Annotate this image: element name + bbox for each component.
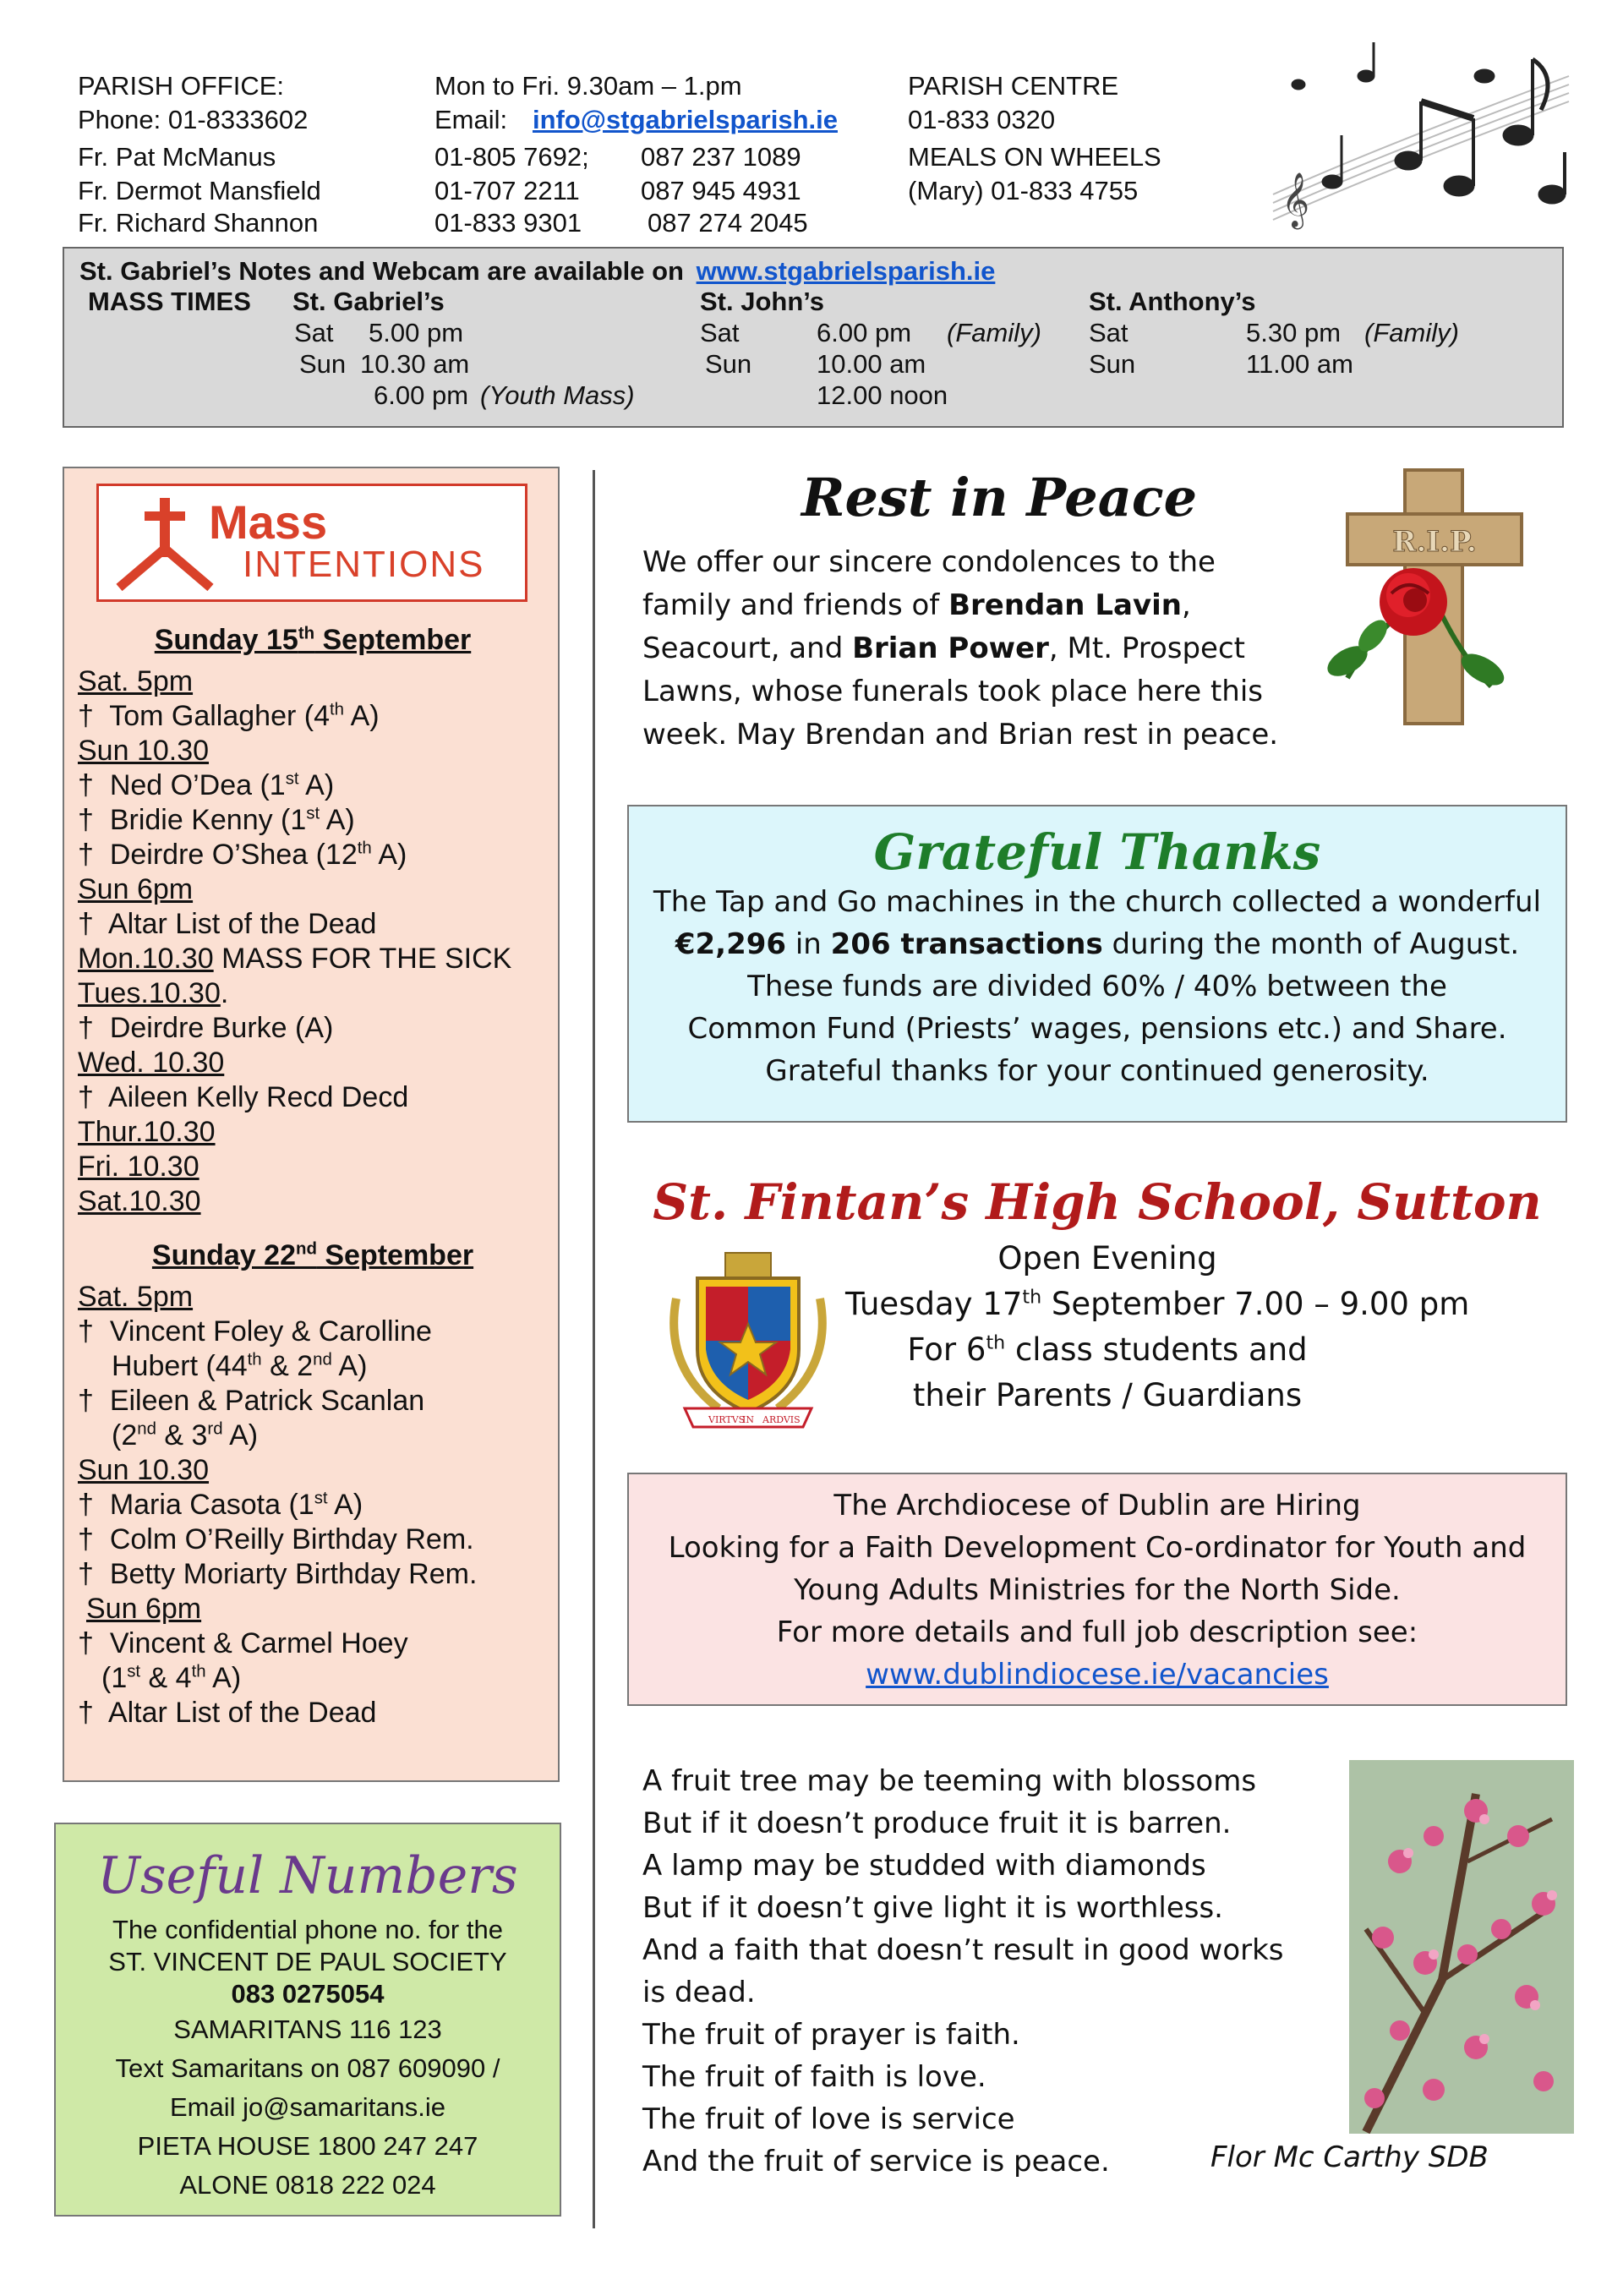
mass-note: (Family) <box>1364 318 1459 347</box>
school-title: St. Fintan’s High School, Sutton <box>653 1173 1542 1231</box>
hiring-line: The Archdiocese of Dublin are Hiring <box>833 1489 1361 1522</box>
mass-time: 6.00 pm <box>817 318 912 347</box>
sunday-heading: Sunday 15th September <box>154 624 472 656</box>
thanks-line: These funds are divided 60% / 40% between the <box>747 970 1447 1003</box>
church-name: St. Gabriel’s <box>292 287 445 316</box>
mass-slot: Sat. 5pm <box>78 665 194 697</box>
school-line: their Parents / Guardians <box>912 1377 1303 1413</box>
mass-slot: Thur.10.30 <box>78 1116 216 1148</box>
useful-line: 083 0275054 <box>231 1979 385 2009</box>
intention-item: † Eileen & Patrick Scanlan <box>78 1385 425 1417</box>
sunday-heading: Sunday 22nd September <box>151 1239 474 1271</box>
meals-on-wheels-label: MEALS ON WHEELS <box>908 142 1161 172</box>
svg-text:VIRTVS: VIRTVS <box>708 1414 746 1425</box>
useful-numbers-title: Useful Numbers <box>97 1846 518 1905</box>
useful-line: Text Samaritans on 087 609090 / <box>115 2053 500 2083</box>
mass-time: 6.00 pm <box>374 380 469 410</box>
poem-line: is dead. <box>642 1976 756 2009</box>
mass-day: Sun <box>299 349 347 379</box>
intention-item: † Vincent & Carmel Hoey <box>78 1627 408 1659</box>
useful-line: ALONE 0818 222 024 <box>179 2170 436 2200</box>
thanks-line: Grateful thanks for your continued generosity. <box>765 1054 1429 1088</box>
hiring-line: Young Adults Ministries for the North Side. <box>794 1573 1401 1607</box>
logo-mass-text: Mass <box>209 495 328 549</box>
mass-slot: Sun 6pm <box>86 1593 202 1625</box>
mass-slot: Fri. 10.30 <box>78 1151 199 1183</box>
meals-contact: (Mary) 01-833 4755 <box>908 176 1139 205</box>
notes-webcam-notice: St. Gabriel’s Notes and Webcam are available on <box>79 256 684 286</box>
grateful-thanks-panel <box>627 805 1567 1123</box>
mass-time: 11.00 am <box>1246 349 1353 379</box>
mass-day: Sun <box>1089 349 1136 379</box>
mass-day: Sat <box>1089 318 1128 347</box>
useful-line: The confidential phone no. for the <box>112 1915 503 1944</box>
useful-line: Email jo@samaritans.ie <box>169 2092 446 2122</box>
priest-name: Fr. Dermot Mansfield <box>78 176 321 205</box>
mass-slot: Tues.10.30. <box>78 977 229 1009</box>
svg-text:ARDVIS: ARDVIS <box>762 1414 801 1425</box>
svg-text:𝄞: 𝄞 <box>1281 172 1310 227</box>
thanks-line: The Tap and Go machines in the church collected a wonderful <box>653 885 1542 919</box>
intention-item: † Ned O’Dea (1st A) <box>78 769 335 801</box>
mass-intentions-panel <box>63 467 560 1782</box>
email-label: Email: <box>434 105 508 134</box>
centre-phone: 01-833 0320 <box>908 105 1056 134</box>
rip-cross-rose-image <box>1314 467 1550 729</box>
intention-item: † Maria Casota (1st A) <box>78 1489 363 1521</box>
poem-line: But if it doesn’t give light it is worthless. <box>642 1891 1223 1925</box>
email-link[interactable]: info@stgabrielsparish.ie <box>533 105 838 134</box>
mass-slot: Sat. 5pm <box>78 1281 194 1313</box>
logo-intentions-text: INTENTIONS <box>243 544 485 585</box>
intention-item: † Betty Moriarty Birthday Rem. <box>78 1558 478 1590</box>
intention-item: † Deirdre O’Shea (12th A) <box>78 839 407 871</box>
useful-line: ST. VINCENT DE PAUL SOCIETY <box>108 1947 507 1976</box>
intention-item: † Altar List of the Dead <box>78 1697 377 1729</box>
svg-text:R.I.P.: R.I.P. <box>1392 525 1477 559</box>
blossom-photo <box>1349 1760 1574 2134</box>
intention-item: Hubert (44th & 2nd A) <box>112 1350 368 1382</box>
hiring-line: Looking for a Faith Development Co-ordinator for Youth and <box>668 1531 1527 1565</box>
mass-slot: Mon.10.30 MASS FOR THE SICK <box>78 943 512 975</box>
intention-item: † Vincent Foley & Carolline <box>78 1315 432 1348</box>
intention-item: † Aileen Kelly Recd Decd <box>78 1081 409 1113</box>
thanks-line: Common Fund (Priests’ wages, pensions etc.) and Share. <box>687 1012 1507 1046</box>
poem-line: The fruit of faith is love. <box>642 2060 986 2094</box>
mass-slot: Wed. 10.30 <box>78 1047 225 1079</box>
poem-line: But if it doesn’t produce fruit it is barren. <box>642 1807 1232 1840</box>
priest-mobile: 087 237 1089 <box>641 142 801 172</box>
intention-item: † Colm O’Reilly Birthday Rem. <box>78 1523 474 1555</box>
priest-phone: 01-833 9301 <box>434 208 582 238</box>
poem <box>642 1760 1284 2183</box>
thanks-line: €2,296 in 206 transactions during the month of August. <box>675 927 1520 961</box>
priest-name: Fr. Richard Shannon <box>78 208 319 238</box>
poem-author: Flor Mc Carthy SDB <box>1210 2140 1489 2174</box>
useful-numbers-panel <box>54 1823 561 2217</box>
school-line: For 6th class students and <box>907 1331 1308 1368</box>
svg-text:IN: IN <box>742 1414 754 1425</box>
office-phone: Phone: 01-8333602 <box>78 105 309 134</box>
mass-slot: Sat.10.30 <box>78 1185 201 1217</box>
mass-intentions-logo <box>96 484 527 602</box>
mass-times-label: MASS TIMES <box>88 287 251 316</box>
mass-times-box <box>63 247 1564 428</box>
parish-office-label: PARISH OFFICE: <box>78 71 285 101</box>
mass-time: 10.30 am <box>360 349 470 379</box>
mass-time: 5.30 pm <box>1246 318 1342 347</box>
mass-day: Sat <box>700 318 740 347</box>
rest-in-peace-text: We offer our sincere condolences to the family and friends of Brendan Lavin, Seacourt, and Brian Power, Mt. Prospect Lawns, whose funerals took place here this week. May Brendan and Brian rest in peace. <box>642 545 1279 752</box>
mass-day: Sat <box>294 318 334 347</box>
poem-line: The fruit of prayer is faith. <box>642 2018 1020 2052</box>
priest-phone: 01-707 2211 <box>434 176 580 205</box>
music-notes-image <box>1265 25 1577 237</box>
useful-line: SAMARITANS 116 123 <box>173 2014 442 2044</box>
intention-item: (1st & 4th A) <box>101 1662 242 1694</box>
hiring-line: For more details and full job description see: <box>776 1615 1418 1649</box>
archdiocese-hiring-panel <box>627 1473 1567 1706</box>
poem-line: A fruit tree may be teeming with blossoms <box>642 1764 1257 1798</box>
grateful-thanks-title: Grateful Thanks <box>873 823 1321 881</box>
school-line: Tuesday 17th September 7.00 – 9.00 pm <box>845 1286 1470 1322</box>
priest-phone: 01-805 7692; <box>434 142 589 172</box>
useful-line: PIETA HOUSE 1800 247 247 <box>137 2131 478 2161</box>
intention-item: † Deirdre Burke (A) <box>78 1012 334 1044</box>
mass-day: Sun <box>705 349 752 379</box>
church-name: St. Anthony’s <box>1089 287 1256 316</box>
intention-item: † Altar List of the Dead <box>78 908 377 940</box>
priest-mobile: 087 274 2045 <box>648 208 808 238</box>
school-crest-image <box>668 1248 828 1434</box>
intention-item: † Tom Gallagher (4th A) <box>78 700 380 732</box>
column-divider <box>593 470 595 2228</box>
priest-name: Fr. Pat McManus <box>78 142 276 172</box>
parish-centre-label: PARISH CENTRE <box>908 71 1119 101</box>
priest-mobile: 087 945 4931 <box>641 176 801 205</box>
mass-note: (Family) <box>947 318 1041 347</box>
school-details <box>845 1236 1470 1419</box>
intention-item: † Bridie Kenny (1st A) <box>78 804 355 836</box>
poem-line: And a faith that doesn’t result in good works <box>642 1933 1284 1967</box>
mass-time: 12.00 noon <box>817 380 948 410</box>
mass-slot: Sun 10.30 <box>78 1454 210 1486</box>
rest-in-peace-title: Rest in Peace <box>801 467 1198 528</box>
mass-time: 5.00 pm <box>369 318 464 347</box>
poem-line: And the fruit of service is peace. <box>642 2145 1110 2178</box>
school-line: Open Evening <box>997 1240 1217 1276</box>
office-hours: Mon to Fri. 9.30am – 1.pm <box>434 71 742 101</box>
vacancies-link[interactable]: www.dublindiocese.ie/vacancies <box>866 1658 1329 1692</box>
poem-line: A lamp may be studded with diamonds <box>642 1849 1206 1883</box>
intention-item: (2nd & 3rd A) <box>112 1419 259 1451</box>
mass-slot: Sun 10.30 <box>78 735 210 767</box>
church-name: St. John’s <box>700 287 824 316</box>
mass-time: 10.00 am <box>817 349 926 379</box>
mass-slot: Sun 6pm <box>78 873 194 905</box>
poem-line: The fruit of love is service <box>642 2102 1015 2136</box>
mass-note: (Youth Mass) <box>480 380 635 410</box>
website-link[interactable]: www.stgabrielsparish.ie <box>696 256 996 286</box>
